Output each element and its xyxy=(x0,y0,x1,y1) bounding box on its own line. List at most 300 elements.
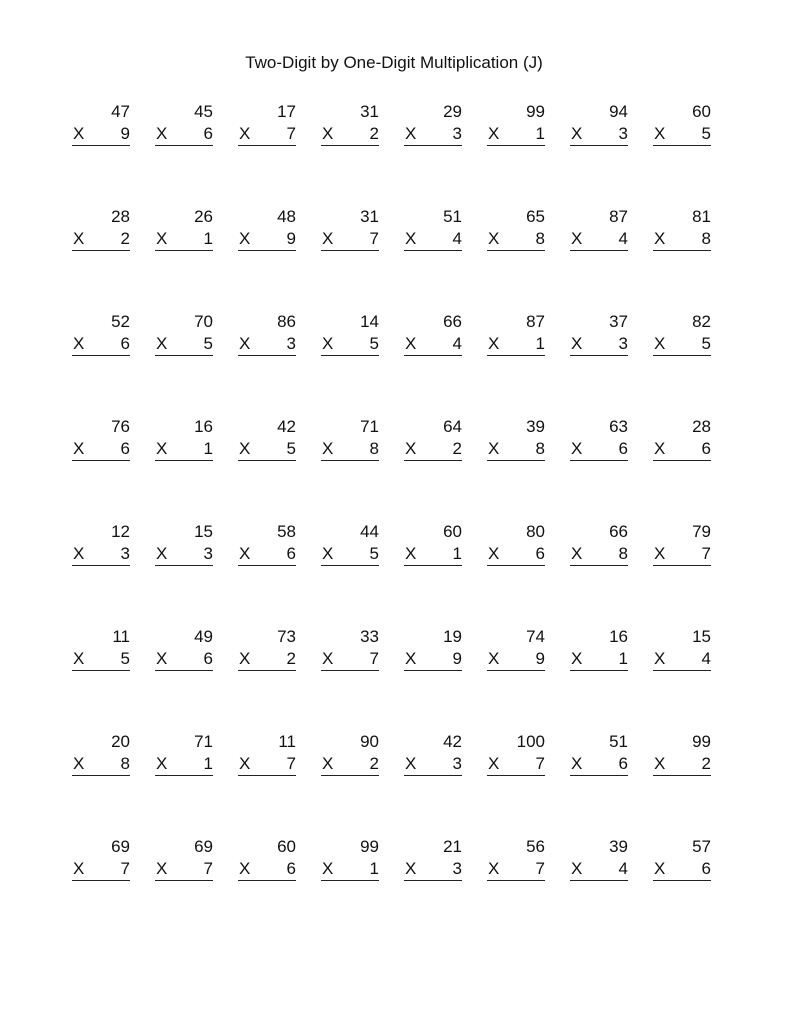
multiplier-row xyxy=(321,123,379,146)
multiplication-problem xyxy=(487,311,545,357)
multiplier-row xyxy=(321,753,379,776)
top-number: 90 xyxy=(360,732,379,751)
top-number: 52 xyxy=(111,312,130,331)
multiplication-problem xyxy=(653,311,711,357)
multiply-sign: X xyxy=(322,754,334,773)
multiplier-row xyxy=(72,228,130,251)
multiply-sign: X xyxy=(654,439,666,458)
top-number: 73 xyxy=(277,627,296,646)
multiplier-row xyxy=(321,228,379,251)
multiplication-problem xyxy=(404,416,462,462)
multiply-sign: X xyxy=(488,649,500,668)
bottom-number: 7 xyxy=(286,754,296,773)
multiplication-problem xyxy=(487,731,545,777)
multiplication-problem xyxy=(404,311,462,357)
top-number: 100 xyxy=(516,732,545,751)
top-number: 66 xyxy=(609,522,628,541)
multiply-sign: X xyxy=(73,124,85,143)
multiplication-problem xyxy=(155,626,213,672)
multiplication-problem xyxy=(570,521,628,567)
multiply-sign: X xyxy=(239,439,251,458)
bottom-number: 7 xyxy=(535,859,545,878)
multiplier-row xyxy=(570,753,628,776)
multiplier-row xyxy=(653,333,711,356)
multiplication-problem xyxy=(72,206,130,252)
multiplication-problem xyxy=(404,206,462,252)
multiply-sign: X xyxy=(654,649,666,668)
top-number: 16 xyxy=(194,417,213,436)
bottom-number: 6 xyxy=(286,859,296,878)
multiply-sign: X xyxy=(571,229,583,248)
top-number: 99 xyxy=(360,837,379,856)
multiplier-row xyxy=(238,333,296,356)
bottom-number: 7 xyxy=(369,229,379,248)
multiplier-row xyxy=(487,753,545,776)
bottom-number: 5 xyxy=(369,334,379,353)
multiplication-problem xyxy=(238,521,296,567)
multiplication-problem xyxy=(653,731,711,777)
multiplier-row xyxy=(321,858,379,881)
bottom-number: 2 xyxy=(120,229,130,248)
top-number: 51 xyxy=(443,207,462,226)
multiplier-row xyxy=(155,333,213,356)
multiplier-row xyxy=(155,648,213,671)
top-number: 76 xyxy=(111,417,130,436)
multiply-sign: X xyxy=(156,124,168,143)
multiply-sign: X xyxy=(571,124,583,143)
multiplier-row xyxy=(653,123,711,146)
bottom-number: 9 xyxy=(120,124,130,143)
multiplier-row xyxy=(155,858,213,881)
multiply-sign: X xyxy=(73,754,85,773)
bottom-number: 9 xyxy=(452,649,462,668)
multiply-sign: X xyxy=(488,754,500,773)
bottom-number: 4 xyxy=(452,334,462,353)
bottom-number: 4 xyxy=(618,229,628,248)
multiplication-problem xyxy=(570,626,628,672)
multiplication-problem xyxy=(653,416,711,462)
bottom-number: 2 xyxy=(452,439,462,458)
top-number: 12 xyxy=(111,522,130,541)
multiplication-problem xyxy=(653,521,711,567)
multiplier-row xyxy=(653,648,711,671)
multiply-sign: X xyxy=(239,334,251,353)
top-number: 45 xyxy=(194,102,213,121)
top-number: 49 xyxy=(194,627,213,646)
multiplier-row xyxy=(155,543,213,566)
multiplication-problem xyxy=(487,101,545,147)
bottom-number: 8 xyxy=(369,439,379,458)
multiply-sign: X xyxy=(405,334,417,353)
multiplier-row xyxy=(487,648,545,671)
multiply-sign: X xyxy=(322,334,334,353)
multiplier-row xyxy=(72,123,130,146)
multiplication-problem xyxy=(570,416,628,462)
bottom-number: 3 xyxy=(452,859,462,878)
multiplier-row xyxy=(155,753,213,776)
multiply-sign: X xyxy=(73,544,85,563)
top-number: 60 xyxy=(443,522,462,541)
bottom-number: 7 xyxy=(369,649,379,668)
top-number: 39 xyxy=(609,837,628,856)
top-number: 81 xyxy=(692,207,711,226)
multiplier-row xyxy=(653,543,711,566)
multiply-sign: X xyxy=(654,334,666,353)
multiply-sign: X xyxy=(322,124,334,143)
multiplication-problem xyxy=(155,521,213,567)
bottom-number: 7 xyxy=(535,754,545,773)
top-number: 29 xyxy=(443,102,462,121)
multiplication-problem xyxy=(72,626,130,672)
multiplication-problem xyxy=(487,416,545,462)
multiply-sign: X xyxy=(654,229,666,248)
top-number: 15 xyxy=(692,627,711,646)
bottom-number: 5 xyxy=(203,334,213,353)
multiply-sign: X xyxy=(571,544,583,563)
top-number: 15 xyxy=(194,522,213,541)
multiplier-row xyxy=(487,333,545,356)
top-number: 94 xyxy=(609,102,628,121)
top-number: 71 xyxy=(360,417,379,436)
multiplication-problem xyxy=(653,836,711,882)
top-number: 51 xyxy=(609,732,628,751)
multiply-sign: X xyxy=(405,649,417,668)
top-number: 87 xyxy=(526,312,545,331)
bottom-number: 7 xyxy=(701,544,711,563)
top-number: 56 xyxy=(526,837,545,856)
multiplier-row xyxy=(155,123,213,146)
multiply-sign: X xyxy=(322,544,334,563)
top-number: 44 xyxy=(360,522,379,541)
multiply-sign: X xyxy=(156,229,168,248)
bottom-number: 1 xyxy=(535,124,545,143)
bottom-number: 5 xyxy=(701,124,711,143)
multiply-sign: X xyxy=(654,124,666,143)
multiplier-row xyxy=(487,858,545,881)
multiplier-row xyxy=(155,438,213,461)
top-number: 99 xyxy=(692,732,711,751)
top-number: 37 xyxy=(609,312,628,331)
multiplication-problem xyxy=(570,206,628,252)
multiplier-row xyxy=(653,753,711,776)
top-number: 33 xyxy=(360,627,379,646)
top-number: 87 xyxy=(609,207,628,226)
multiply-sign: X xyxy=(488,859,500,878)
multiply-sign: X xyxy=(239,124,251,143)
top-number: 14 xyxy=(360,312,379,331)
top-number: 26 xyxy=(194,207,213,226)
multiplication-problem xyxy=(321,836,379,882)
multiply-sign: X xyxy=(654,754,666,773)
multiplier-row xyxy=(404,228,462,251)
multiply-sign: X xyxy=(322,649,334,668)
multiplication-problem xyxy=(155,416,213,462)
multiply-sign: X xyxy=(571,754,583,773)
bottom-number: 2 xyxy=(369,754,379,773)
multiplier-row xyxy=(404,648,462,671)
top-number: 16 xyxy=(609,627,628,646)
multiply-sign: X xyxy=(654,544,666,563)
multiplier-row xyxy=(238,648,296,671)
multiplication-problem xyxy=(72,836,130,882)
multiplier-row xyxy=(570,858,628,881)
bottom-number: 2 xyxy=(286,649,296,668)
multiplication-problem xyxy=(653,101,711,147)
bottom-number: 3 xyxy=(203,544,213,563)
bottom-number: 6 xyxy=(203,649,213,668)
multiplication-problem xyxy=(321,416,379,462)
bottom-number: 1 xyxy=(369,859,379,878)
page-title: Two-Digit by One-Digit Multiplication (J) xyxy=(245,53,543,72)
multiply-sign: X xyxy=(73,859,85,878)
top-number: 69 xyxy=(194,837,213,856)
top-number: 63 xyxy=(609,417,628,436)
multiplier-row xyxy=(72,648,130,671)
top-number: 28 xyxy=(111,207,130,226)
top-number: 64 xyxy=(443,417,462,436)
multiplier-row xyxy=(238,438,296,461)
bottom-number: 3 xyxy=(618,124,628,143)
multiply-sign: X xyxy=(73,439,85,458)
bottom-number: 5 xyxy=(286,439,296,458)
bottom-number: 4 xyxy=(701,649,711,668)
multiply-sign: X xyxy=(405,754,417,773)
problem-grid xyxy=(72,101,711,882)
multiplication-problem xyxy=(404,626,462,672)
bottom-number: 4 xyxy=(618,859,628,878)
multiplication-problem xyxy=(72,416,130,462)
top-number: 42 xyxy=(277,417,296,436)
multiply-sign: X xyxy=(73,334,85,353)
multiply-sign: X xyxy=(405,229,417,248)
multiplier-row xyxy=(238,123,296,146)
multiplication-problem xyxy=(321,311,379,357)
multiply-sign: X xyxy=(239,544,251,563)
multiplication-problem xyxy=(155,311,213,357)
multiply-sign: X xyxy=(405,124,417,143)
top-number: 65 xyxy=(526,207,545,226)
multiplier-row xyxy=(72,543,130,566)
multiplier-row xyxy=(238,228,296,251)
multiplication-problem xyxy=(155,836,213,882)
top-number: 58 xyxy=(277,522,296,541)
bottom-number: 6 xyxy=(120,334,130,353)
top-number: 86 xyxy=(277,312,296,331)
top-number: 48 xyxy=(277,207,296,226)
multiplication-problem xyxy=(570,731,628,777)
top-number: 71 xyxy=(194,732,213,751)
multiplier-row xyxy=(487,438,545,461)
multiplication-problem xyxy=(238,731,296,777)
multiplication-problem xyxy=(72,731,130,777)
top-number: 17 xyxy=(277,102,296,121)
top-number: 80 xyxy=(526,522,545,541)
top-number: 39 xyxy=(526,417,545,436)
bottom-number: 1 xyxy=(203,229,213,248)
multiplier-row xyxy=(238,543,296,566)
bottom-number: 8 xyxy=(120,754,130,773)
multiply-sign: X xyxy=(488,544,500,563)
bottom-number: 9 xyxy=(286,229,296,248)
top-number: 11 xyxy=(278,732,296,751)
bottom-number: 1 xyxy=(203,754,213,773)
multiplier-row xyxy=(72,333,130,356)
multiply-sign: X xyxy=(405,859,417,878)
multiply-sign: X xyxy=(73,649,85,668)
multiply-sign: X xyxy=(73,229,85,248)
multiply-sign: X xyxy=(571,859,583,878)
multiplier-row xyxy=(570,438,628,461)
top-number: 28 xyxy=(692,417,711,436)
multiplication-problem xyxy=(321,521,379,567)
multiplication-problem xyxy=(72,101,130,147)
multiply-sign: X xyxy=(488,124,500,143)
top-number: 19 xyxy=(443,627,462,646)
bottom-number: 8 xyxy=(618,544,628,563)
bottom-number: 6 xyxy=(618,754,628,773)
top-number: 60 xyxy=(692,102,711,121)
multiplication-problem xyxy=(72,521,130,567)
multiplier-row xyxy=(570,648,628,671)
multiplier-row xyxy=(570,228,628,251)
bottom-number: 4 xyxy=(452,229,462,248)
multiply-sign: X xyxy=(488,334,500,353)
multiplier-row xyxy=(321,333,379,356)
multiplication-problem xyxy=(155,731,213,777)
bottom-number: 7 xyxy=(120,859,130,878)
multiplication-problem xyxy=(238,836,296,882)
multiplication-problem xyxy=(321,731,379,777)
multiplier-row xyxy=(570,123,628,146)
multiplication-problem xyxy=(321,626,379,672)
bottom-number: 7 xyxy=(286,124,296,143)
multiplier-row xyxy=(570,333,628,356)
bottom-number: 1 xyxy=(535,334,545,353)
multiply-sign: X xyxy=(405,544,417,563)
multiply-sign: X xyxy=(488,229,500,248)
multiplier-row xyxy=(404,753,462,776)
top-number: 31 xyxy=(360,207,379,226)
multiplication-problem xyxy=(238,206,296,252)
multiply-sign: X xyxy=(322,859,334,878)
bottom-number: 8 xyxy=(535,229,545,248)
multiplier-row xyxy=(653,858,711,881)
bottom-number: 5 xyxy=(120,649,130,668)
multiplication-problem xyxy=(404,836,462,882)
multiply-sign: X xyxy=(571,439,583,458)
multiply-sign: X xyxy=(156,334,168,353)
top-number: 82 xyxy=(692,312,711,331)
multiplication-problem xyxy=(404,731,462,777)
multiplication-problem xyxy=(238,416,296,462)
multiplication-problem xyxy=(653,206,711,252)
bottom-number: 3 xyxy=(618,334,628,353)
multiplication-problem xyxy=(487,206,545,252)
multiplication-problem xyxy=(238,101,296,147)
bottom-number: 3 xyxy=(452,754,462,773)
top-number: 60 xyxy=(277,837,296,856)
bottom-number: 9 xyxy=(535,649,545,668)
multiplier-row xyxy=(487,123,545,146)
multiplier-row xyxy=(321,543,379,566)
multiply-sign: X xyxy=(239,859,251,878)
multiplication-problem xyxy=(155,206,213,252)
multiplication-problem xyxy=(321,101,379,147)
bottom-number: 5 xyxy=(701,334,711,353)
bottom-number: 6 xyxy=(286,544,296,563)
bottom-number: 3 xyxy=(452,124,462,143)
multiplication-problem xyxy=(570,311,628,357)
multiplier-row xyxy=(487,228,545,251)
bottom-number: 6 xyxy=(701,859,711,878)
multiplication-problem xyxy=(72,311,130,357)
multiply-sign: X xyxy=(156,754,168,773)
multiplier-row xyxy=(155,228,213,251)
multiplication-problem xyxy=(321,206,379,252)
top-number: 21 xyxy=(443,837,462,856)
top-number: 79 xyxy=(692,522,711,541)
top-number: 99 xyxy=(526,102,545,121)
multiply-sign: X xyxy=(156,859,168,878)
bottom-number: 6 xyxy=(120,439,130,458)
multiply-sign: X xyxy=(239,229,251,248)
multiply-sign: X xyxy=(571,334,583,353)
multiplier-row xyxy=(321,438,379,461)
multiplier-row xyxy=(238,753,296,776)
bottom-number: 8 xyxy=(535,439,545,458)
multiply-sign: X xyxy=(488,439,500,458)
multiplier-row xyxy=(321,648,379,671)
multiplier-row xyxy=(653,438,711,461)
multiply-sign: X xyxy=(156,439,168,458)
multiplication-problem xyxy=(487,626,545,672)
top-number: 57 xyxy=(692,837,711,856)
multiply-sign: X xyxy=(156,649,168,668)
multiplier-row xyxy=(404,543,462,566)
multiplier-row xyxy=(72,858,130,881)
multiply-sign: X xyxy=(156,544,168,563)
top-number: 70 xyxy=(194,312,213,331)
multiply-sign: X xyxy=(322,439,334,458)
multiplication-problem xyxy=(404,521,462,567)
multiplication-problem xyxy=(404,101,462,147)
bottom-number: 2 xyxy=(369,124,379,143)
bottom-number: 2 xyxy=(701,754,711,773)
bottom-number: 8 xyxy=(701,229,711,248)
multiplication-problem xyxy=(653,626,711,672)
top-number: 31 xyxy=(360,102,379,121)
bottom-number: 3 xyxy=(120,544,130,563)
multiplication-problem xyxy=(570,101,628,147)
top-number: 20 xyxy=(111,732,130,751)
multiplication-problem xyxy=(155,101,213,147)
multiplication-problem xyxy=(238,311,296,357)
multiply-sign: X xyxy=(405,439,417,458)
multiplier-row xyxy=(653,228,711,251)
bottom-number: 1 xyxy=(618,649,628,668)
bottom-number: 6 xyxy=(535,544,545,563)
bottom-number: 6 xyxy=(203,124,213,143)
multiplier-row xyxy=(72,438,130,461)
multiplier-row xyxy=(72,753,130,776)
top-number: 69 xyxy=(111,837,130,856)
multiply-sign: X xyxy=(654,859,666,878)
multiplier-row xyxy=(238,858,296,881)
multiplier-row xyxy=(404,438,462,461)
multiply-sign: X xyxy=(571,649,583,668)
multiplier-row xyxy=(404,333,462,356)
bottom-number: 6 xyxy=(618,439,628,458)
